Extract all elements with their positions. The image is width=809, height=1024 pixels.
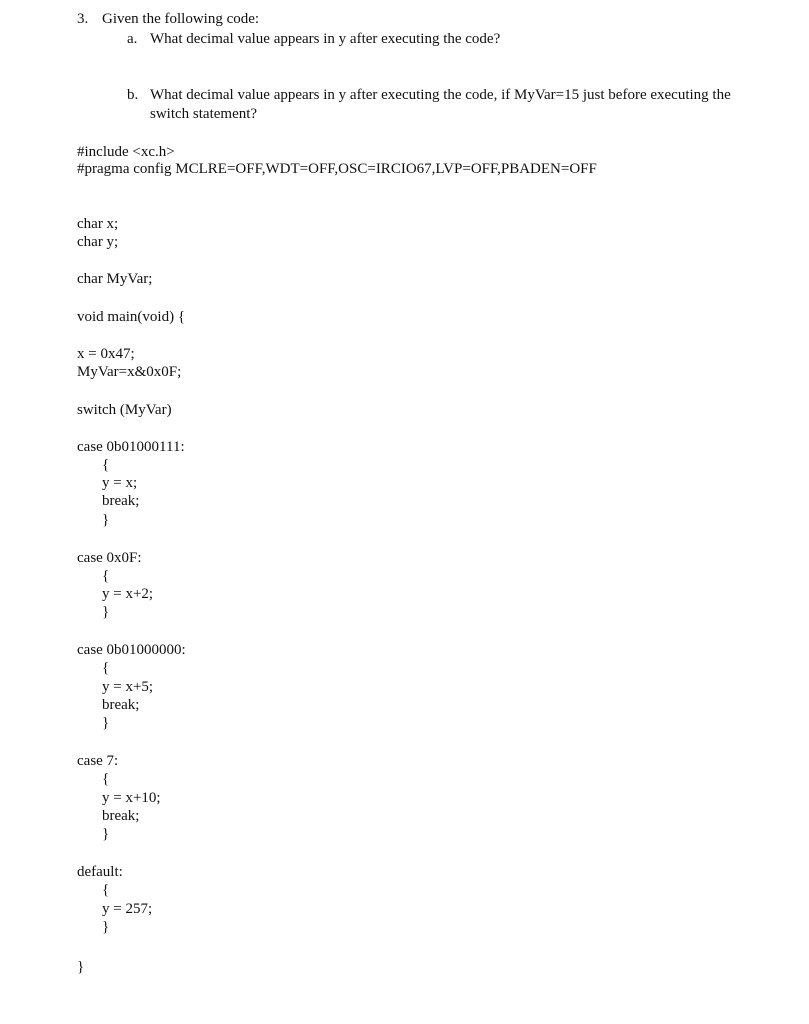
code-case3-label: case 0b01000000:: [77, 642, 186, 658]
code-default-stmt: y = 257;: [102, 901, 153, 917]
code-case1-stmt: y = x;: [102, 475, 138, 491]
code-case1-break: break;: [102, 493, 140, 509]
code-case3-open: {: [102, 660, 110, 676]
code-case1-open: {: [102, 457, 110, 473]
code-case2-open: {: [102, 568, 110, 584]
code-default-open: {: [102, 882, 110, 898]
code-case4-label: case 7:: [77, 753, 119, 769]
code-decl-myvar: char MyVar;: [77, 271, 153, 287]
code-case4-open: {: [102, 771, 110, 787]
code-case4-close: }: [102, 826, 110, 842]
part-a-letter: a.: [127, 31, 138, 47]
code-case4-stmt: y = x+10;: [102, 790, 161, 806]
code-case3-close: }: [102, 715, 110, 731]
part-b-text: What decimal value appears in y after executing the code, if MyVar=15 just before executing the switch statement?: [150, 87, 731, 122]
code-case1-label: case 0b01000111:: [77, 439, 185, 455]
code-case2-close: }: [102, 604, 110, 620]
code-switch: switch (MyVar): [77, 402, 172, 418]
code-case3-stmt: y = x+5;: [102, 679, 154, 695]
code-default-close: }: [102, 919, 110, 935]
code-assign-myvar: MyVar=x&0x0F;: [77, 364, 182, 380]
code-assign-x: x = 0x47;: [77, 346, 135, 362]
code-case2-stmt: y = x+2;: [102, 586, 154, 602]
code-include: #include <xc.h>: [77, 144, 175, 160]
code-case4-break: break;: [102, 808, 140, 824]
part-a-text: What decimal value appears in y after executing the code?: [150, 31, 501, 47]
question-number: 3.: [77, 11, 89, 27]
code-case3-break: break;: [102, 697, 140, 713]
code-case2-label: case 0x0F:: [77, 550, 142, 566]
code-decl-y: char y;: [77, 234, 119, 250]
part-b-letter: b.: [127, 87, 139, 103]
question-text: Given the following code:: [102, 11, 260, 27]
code-case1-close: }: [102, 512, 110, 528]
code-default-label: default:: [77, 864, 123, 880]
code-decl-x: char x;: [77, 216, 119, 232]
code-main-close: }: [77, 959, 85, 975]
code-pragma: #pragma config MCLRE=OFF,WDT=OFF,OSC=IRCIO67,LVP=OFF,PBADEN=OFF: [77, 161, 597, 177]
code-main-signature: void main(void) {: [77, 309, 186, 325]
